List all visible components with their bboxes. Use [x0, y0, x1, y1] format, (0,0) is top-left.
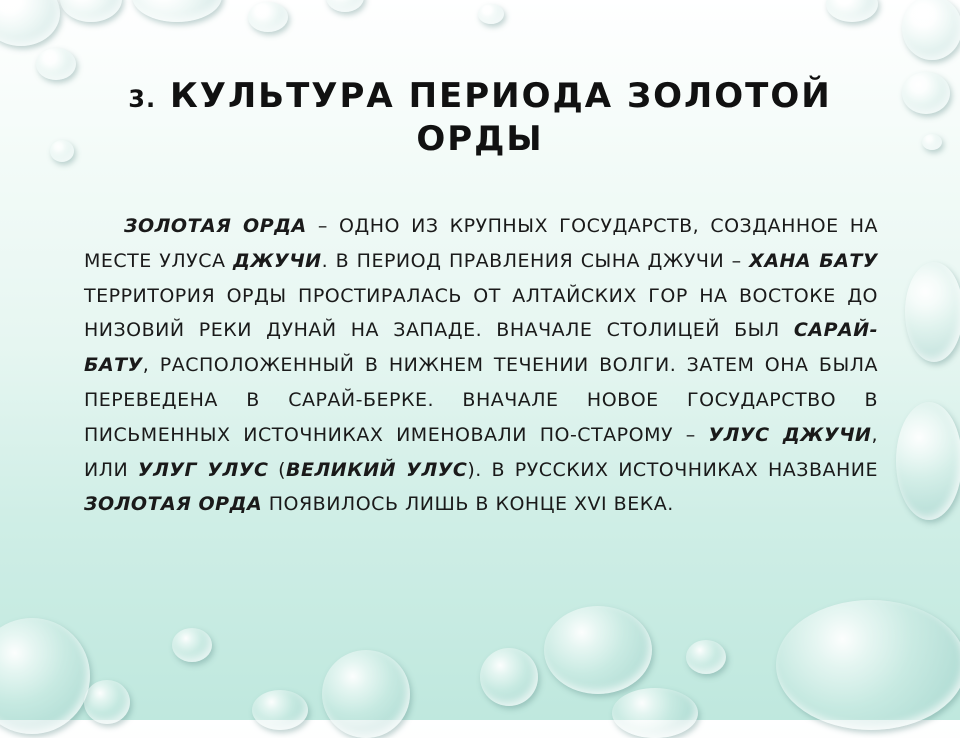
water-drop [544, 606, 652, 694]
slide-title [60, 76, 900, 159]
water-drop [322, 650, 410, 738]
water-drop [896, 402, 960, 520]
water-drop [902, 0, 960, 60]
water-drop [776, 600, 960, 730]
term-velikiy-ulus: ВЕЛИКИЙ УЛУС [286, 458, 468, 481]
water-drop [132, 0, 222, 22]
water-drop [0, 0, 60, 46]
water-drop [612, 688, 698, 738]
term-dzhuchi: ДЖУЧИ [233, 249, 322, 272]
water-drop [252, 690, 308, 730]
body-text-segment: – ОДНО ИЗ КРУПНЫХ ГОСУДАРСТВ, СОЗДАННОЕ НА МЕСТЕ УЛУСА [84, 215, 878, 272]
body-text-segment: , ИЛИ [84, 423, 878, 481]
body-paragraph [84, 209, 878, 522]
body-text-segment: . В ПЕРИОД ПРАВЛЕНИЯ СЫНА ДЖУЧИ – [321, 249, 750, 272]
term-saray-batu: САРАЙ-БАТУ [84, 319, 878, 377]
term-ulus-dzhuchi: УЛУС ДЖУЧИ [708, 423, 872, 446]
water-drop [0, 618, 90, 734]
body-text-segment: ТЕРРИТОРИЯ ОРДЫ ПРОСТИРАЛАСЬ ОТ АЛТАЙСКИХ ГОР НА ВОСТОКЕ ДО НИЗОВИЙ РЕКИ ДУНАЙ НА ЗАПАДЕ. ВНАЧАЛЕ СТОЛИЦЕЙ БЫЛ [84, 284, 878, 342]
body-text-segment: ПОЯВИЛОСЬ ЛИШЬ В КОНЦЕ XVI ВЕКА. [262, 493, 674, 516]
title-text: КУЛЬТУРА ПЕРИОДА ЗОЛОТОЙ ОРДЫ [169, 76, 832, 159]
water-drop [826, 0, 878, 22]
water-drop [478, 4, 504, 24]
water-drop [922, 134, 942, 150]
water-drop [172, 628, 212, 662]
title-number: 3. [128, 85, 157, 113]
water-drop [248, 2, 288, 32]
body-text-segment: ). В РУССКИХ ИСТОЧНИКАХ НАЗВАНИЕ [467, 458, 878, 481]
water-drop [480, 648, 538, 706]
term-khan-batu: ХАНА БАТУ [749, 249, 879, 272]
term-zolotaya-orda-2: ЗОЛОТАЯ ОРДА [84, 493, 263, 516]
body-text-segment: ( [268, 458, 287, 481]
water-drop [905, 262, 960, 362]
body-text-segment: , РАСПОЛОЖЕННЫЙ В НИЖНЕМ ТЕЧЕНИИ ВОЛГИ. ЗАТЕМ ОНА БЫЛА ПЕРЕВЕДЕНА В САРАЙ-БЕРКЕ. ВНАЧАЛЕ НОВОЕ ГОСУДАРСТВО В ПИСЬМЕННЫХ ИСТОЧНИКАХ ИМЕНОВАЛИ ПО-СТАРОМУ – [84, 354, 878, 446]
water-drop [902, 72, 950, 114]
water-drop [686, 640, 726, 674]
term-ulug-ulus: УЛУГ УЛУС [137, 458, 269, 481]
water-drop [60, 0, 122, 22]
water-drop [326, 0, 364, 12]
water-drop [84, 680, 130, 724]
term-zolotaya-orda: ЗОЛОТАЯ ОРДА [124, 215, 307, 237]
